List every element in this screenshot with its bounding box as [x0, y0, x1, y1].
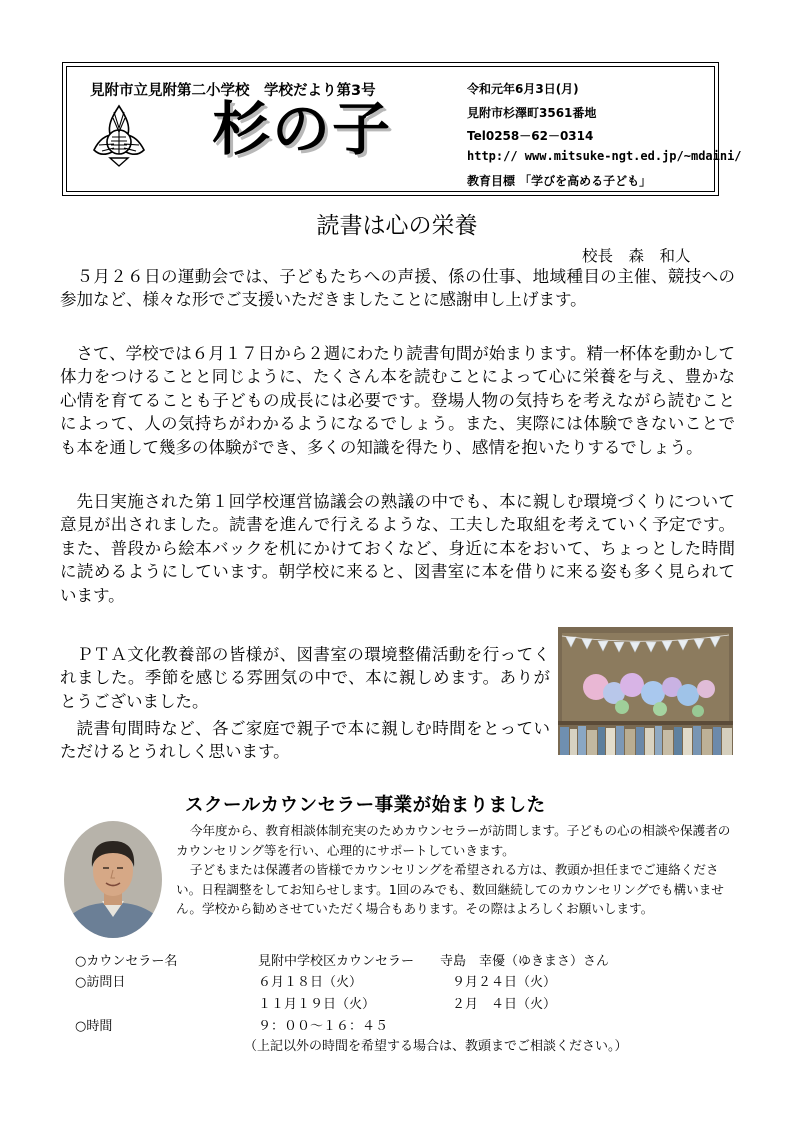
education-goal: 教育目標 「学びを高める子ども」	[467, 174, 652, 188]
counselor-value: 見附中学校区カウンセラー 寺島 幸優（ゆきまさ）さん	[258, 954, 610, 969]
paragraph-text: 先日実施された第１回学校運営協議会の熟議の中でも、本に親しむ環境づくりについて意見が出されました。読書を進んで行えるような、工夫した取組を考えていく予定です。また、普段から絵本バックを机にかけておくなど、身近に本をおいて、ちょっとした時間に読めるようにしています。朝学校に来ると、図書室に本を借りに来る姿も多く見られています。	[60, 492, 735, 605]
paragraph-text: ＰＴＡ文化教養部の皆様が、図書室の環境整備活動を行ってくれました。季節を感じる雰囲気の中で、本に親しめます。ありがとうございました。	[60, 645, 550, 711]
visit-label: ○訪問日	[75, 975, 126, 990]
paragraph-text: さて、学校では６月１７日から２週にわたり読書旬間が始まります。精一杯体を動かして体力をつけることと同じように、たくさん本を読むことによって心に栄養を与え、豊かな心情を育てることも子どもの成長には必要です。登場人物の気持ちを考えながら読むことによって、人の気持ちがわかるようになるでしょう。また、実際には体験できないことでも本を通して幾多の体験ができ、多くの知識を得たり、感情を抱いたりするでしょう。	[60, 344, 735, 457]
article1-author: 校長 森 和人	[582, 247, 691, 265]
time-label: ○時間	[75, 1019, 113, 1034]
article1-paragraph-1	[60, 265, 735, 312]
article2-body	[176, 821, 736, 919]
school-url[interactable]: http:// www.mitsuke-ngt.ed.jp/~mdaini/	[467, 149, 742, 163]
issue-date: 令和元年6月3日(月)	[467, 82, 579, 96]
counselor-label: ○カウンセラー名	[75, 954, 178, 969]
visit-date: ９月２４日（火）	[452, 975, 557, 990]
article1-title: 読書は心の栄養	[316, 213, 478, 239]
school-address: 見附市杉澤町3561番地	[467, 106, 597, 120]
visit-date: ６月１８日（火）	[258, 975, 363, 990]
paragraph-text: 今年度から、教育相談体制充実のためカウンセラーが訪問します。子どもの心の相談や保護者のカウンセリング等を行い、心理的にサポートしていきます。	[176, 823, 731, 858]
time-value: ９：００～１６：４５	[258, 1019, 389, 1034]
visit-date: ２月 ４日（火）	[452, 997, 557, 1012]
paragraph-text: 読書旬間時など、各ご家庭で親子で本に親しむ時間をとっていただけるとうれしく思います。	[60, 719, 550, 762]
paragraph-text: ５月２６日の運動会では、子どもたちへの声援、係の仕事、地域種目の主催、競技への参加など、様々な形でご支援いただきましたことに感謝申し上げます。	[60, 267, 735, 310]
article1-paragraph-2	[60, 342, 735, 459]
library-display-photo	[558, 627, 733, 755]
newsletter-title: 杉の子	[212, 95, 393, 163]
article1-paragraph-5	[60, 717, 550, 764]
article1-paragraph-3	[60, 490, 735, 607]
article2-title: スクールカウンセラー事業が始まりました	[185, 795, 546, 816]
article1-paragraph-4	[60, 643, 550, 713]
contact-note: （上記以外の時間を希望する場合は、教頭までご相談ください。）	[244, 1039, 628, 1054]
counselor-portrait	[64, 821, 162, 938]
school-tel: Tel0258－62－0314	[467, 129, 594, 143]
visit-date: １１月１９日（火）	[258, 997, 376, 1012]
school-emblem-icon	[90, 104, 148, 168]
school-line: 見附市立見附第二小学校 学校だより第3号	[90, 83, 376, 99]
paragraph-text: 子どもまたは保護者の皆様でカウンセリングを希望される方は、教頭か担任までご連絡ください。日程調整をしてお知らせします。1回のみでも、数回継続してのカウンセリングでも構いません。学校から勧めさせていただく場合もあります。その際はよろしくお願いします。	[176, 862, 724, 917]
